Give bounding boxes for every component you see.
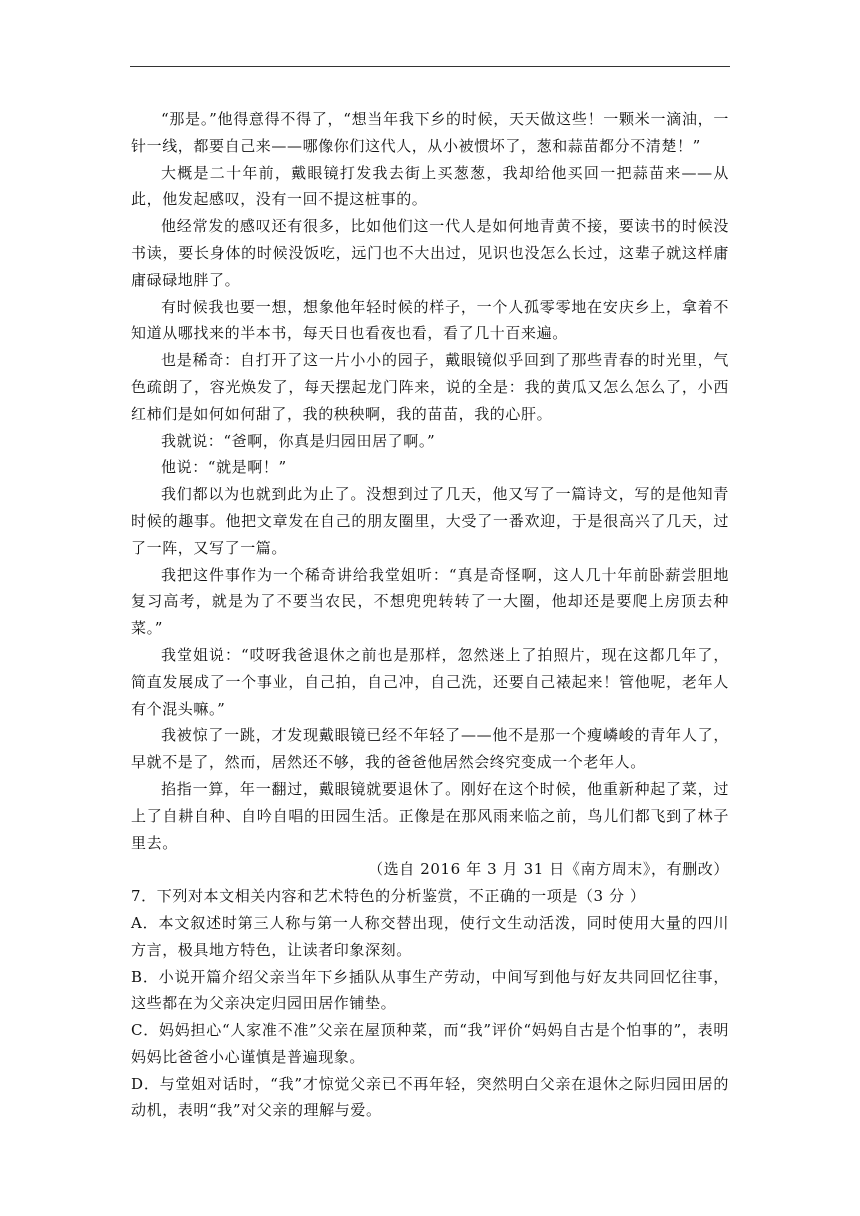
document-body [131, 106, 729, 1124]
option-a: A．本文叙述时第三人称与第一人称交替出现，使行文生动活泼，同时使用大量的四川方言，极具地方特色，让读者印象深刻。 [131, 913, 729, 959]
question-stem: 7．下列对本文相关内容和艺术特色的分析鉴赏，不正确的一项是（3 分 ） [131, 887, 646, 906]
story-text [131, 106, 729, 856]
paragraph: “那是。”他得意得不得了，“想当年我下乡的时候，天天做这些！一颗米一滴油，一针一线，都要自己来——哪像你们这代人，从小被惯坏了，葱和蒜苗都分不清楚！” [131, 110, 729, 155]
header-rule [130, 66, 730, 67]
paragraph: 也是稀奇：自打开了这一片小小的园子，戴眼镜似乎回到了那些青春的时光里，气色疏朗了，容光焕发了，每天摆起龙门阵来，说的全是：我的黄瓜又怎么怎么了，小西红柿们是如何如何甜了，我的秧秧啊，我的苗苗，我的心肝。 [131, 351, 729, 423]
paragraph: 他经常发的感叹还有很多，比如他们这一代人是如何地青黄不接，要读书的时候没书读，要长身体的时候没饭吃，远门也不大出过，见识也没怎么长过，这辈子就这样庸庸碌碌地胖了。 [131, 217, 729, 289]
question-block [131, 883, 729, 1124]
paragraph: 他说：“就是啊！” [161, 458, 287, 477]
option-b: B．小说开篇介绍父亲当年下乡插队从事生产劳动，中间写到他与好友共同回忆往事，这些都在为父亲决定归园田居作铺垫。 [131, 967, 729, 1013]
paragraph: 掐指一算，年一翻过，戴眼镜就要退休了。刚好在这个时候，他重新种起了菜，过上了自耕自种、自吟自唱的田园生活。正像是在那风雨来临之前，鸟儿们都飞到了林子里去。 [131, 779, 729, 852]
paragraph: 我就说：“爸啊，你真是归园田居了啊。” [161, 431, 436, 450]
paragraph: 我们都以为也就到此为止了。没想到过了几天，他又写了一篇诗文，写的是他知青时候的趣事。他把文章发在自己的朋友圈里，大受了一番欢迎，于是很高兴了几天，过了一阵，又写了一篇。 [131, 485, 729, 557]
option-c: C．妈妈担心“人家准不准”父亲在屋顶种菜，而“我”评价“妈妈自古是个怕事的”，表明妈妈比爸爸小心谨慎是普遍现象。 [131, 1021, 729, 1066]
paragraph: 我把这件事作为一个稀奇讲给我堂姐听：“真是奇怪啊，这人几十年前卧薪尝胆地复习高考，就是为了不要当农民，不想兜兜转转了一大圈，他却还是要爬上房顶去种菜。” [131, 565, 729, 638]
paragraph: 有时候我也要一想，想象他年轻时候的样子，一个人孤零零地在安庆乡上，拿着不知道从哪找来的半本书，每天日也看夜也看，看了几十百来遍。 [131, 297, 729, 343]
paragraph: 我堂姐说：“哎呀我爸退休之前也是那样，忽然迷上了拍照片，现在这都几年了，简直发展成了一个事业，自己拍，自己冲，自己洗，还要自己裱起来！管他呢，老年人有个混头嘛。” [131, 645, 729, 718]
paragraph: 我被惊了一跳，才发现戴眼镜已经不年轻了——他不是那一个瘦嶙峻的青年人了，早就不是了，然而，居然还不够，我的爸爸他居然会终究变成一个老年人。 [131, 726, 729, 772]
option-d: D．与堂姐对话时，“我”才惊觉父亲已不再年轻，突然明白父亲在退休之际归园田居的动机，表明“我”对父亲的理解与爱。 [131, 1074, 729, 1120]
source-citation: （选自 2016 年 3 月 31 日《南方周末》，有删改） [368, 860, 729, 879]
paragraph: 大概是二十年前，戴眼镜打发我去街上买葱葱，我却给他买回一把蒜苗来——从此，他发起感叹，没有一回不提这桩事的。 [131, 163, 729, 209]
